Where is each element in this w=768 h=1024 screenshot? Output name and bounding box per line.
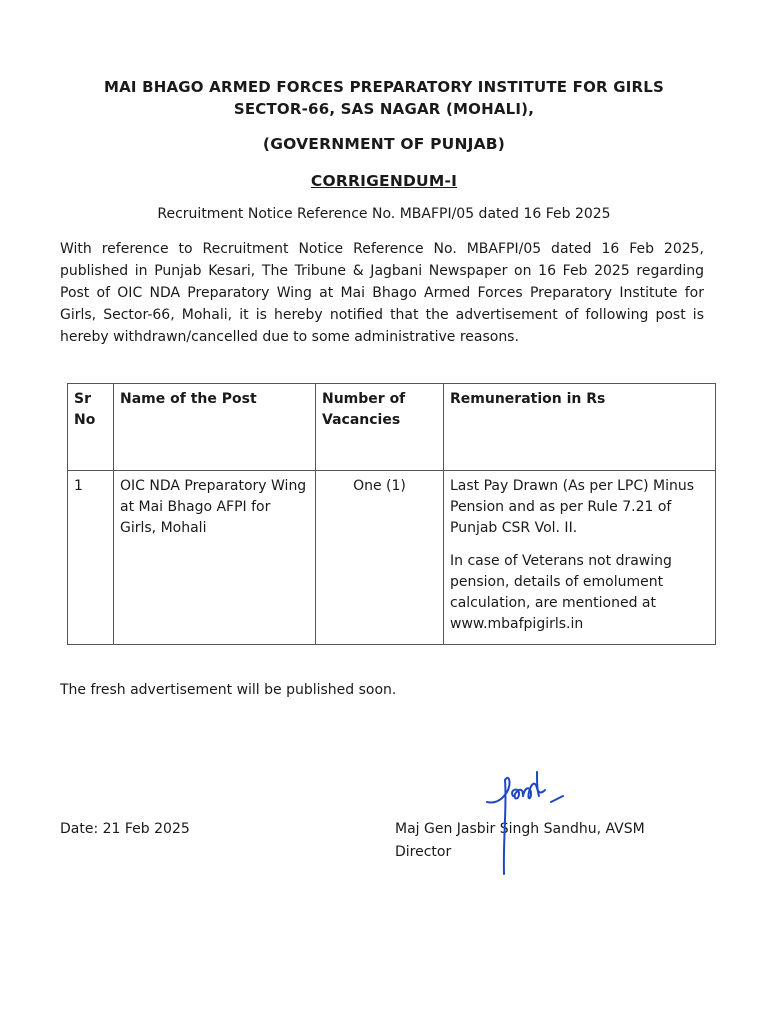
institute-name: MAI BHAGO ARMED FORCES PREPARATORY INSTITUTE FOR GIRLS (103, 78, 665, 96)
body-paragraph: With reference to Recruitment Notice Reference No. MBAFPI/05 dated 16 Feb 2025, published in Punjab Kesari, The Tribune & Jagbani Newspaper on 16 Feb 2025 regarding Post of OIC NDA Preparatory Wing at Mai Bhago Armed Forces Preparatory Institute for Girls, Sector-66, Mohali, it is hereby notified that the advertisement of following post is hereby withdrawn/cancelled due to some administrative reasons. (60, 241, 704, 345)
remuneration-veterans: In case of Veterans not drawing pension, details of emolument calculation, are mentioned at www.mbafpigirls.in (450, 553, 672, 632)
header-sr-no: Sr No (68, 384, 114, 471)
signatory-title: Director (395, 844, 452, 860)
cell-post-name: OIC NDA Preparatory Wing at Mai Bhago AFPI for Girls, Mohali (114, 471, 316, 645)
cell-remuneration (444, 471, 716, 645)
reference-line: Recruitment Notice Reference No. MBAFPI/05 dated 16 Feb 2025 (157, 206, 611, 222)
remuneration-rule: Last Pay Drawn (As per LPC) Minus Pension and as per Rule 7.21 of Punjab CSR Vol. II. (450, 478, 695, 536)
closing-note: The fresh advertisement will be published soon. (60, 682, 397, 698)
header-post-name: Name of the Post (114, 384, 316, 471)
handwritten-signature (475, 760, 575, 880)
header-vacancies: Number of Vacancies (316, 384, 444, 471)
institute-address: SECTOR-66, SAS NAGAR (MOHALI), (233, 100, 535, 118)
cell-vacancies: One (1) (316, 471, 444, 645)
signatory-name: Maj Gen Jasbir Singh Sandhu, AVSM (395, 821, 645, 837)
government-line: (GOVERNMENT OF PUNJAB) (262, 135, 506, 153)
header-remuneration: Remuneration in Rs (444, 384, 716, 471)
issue-date: Date: 21 Feb 2025 (60, 821, 190, 837)
posts-table (67, 383, 716, 645)
document-title: CORRIGENDUM-I (310, 172, 458, 190)
cell-sr-no: 1 (68, 471, 114, 645)
table-row (68, 471, 716, 645)
table-header-row (68, 384, 716, 471)
